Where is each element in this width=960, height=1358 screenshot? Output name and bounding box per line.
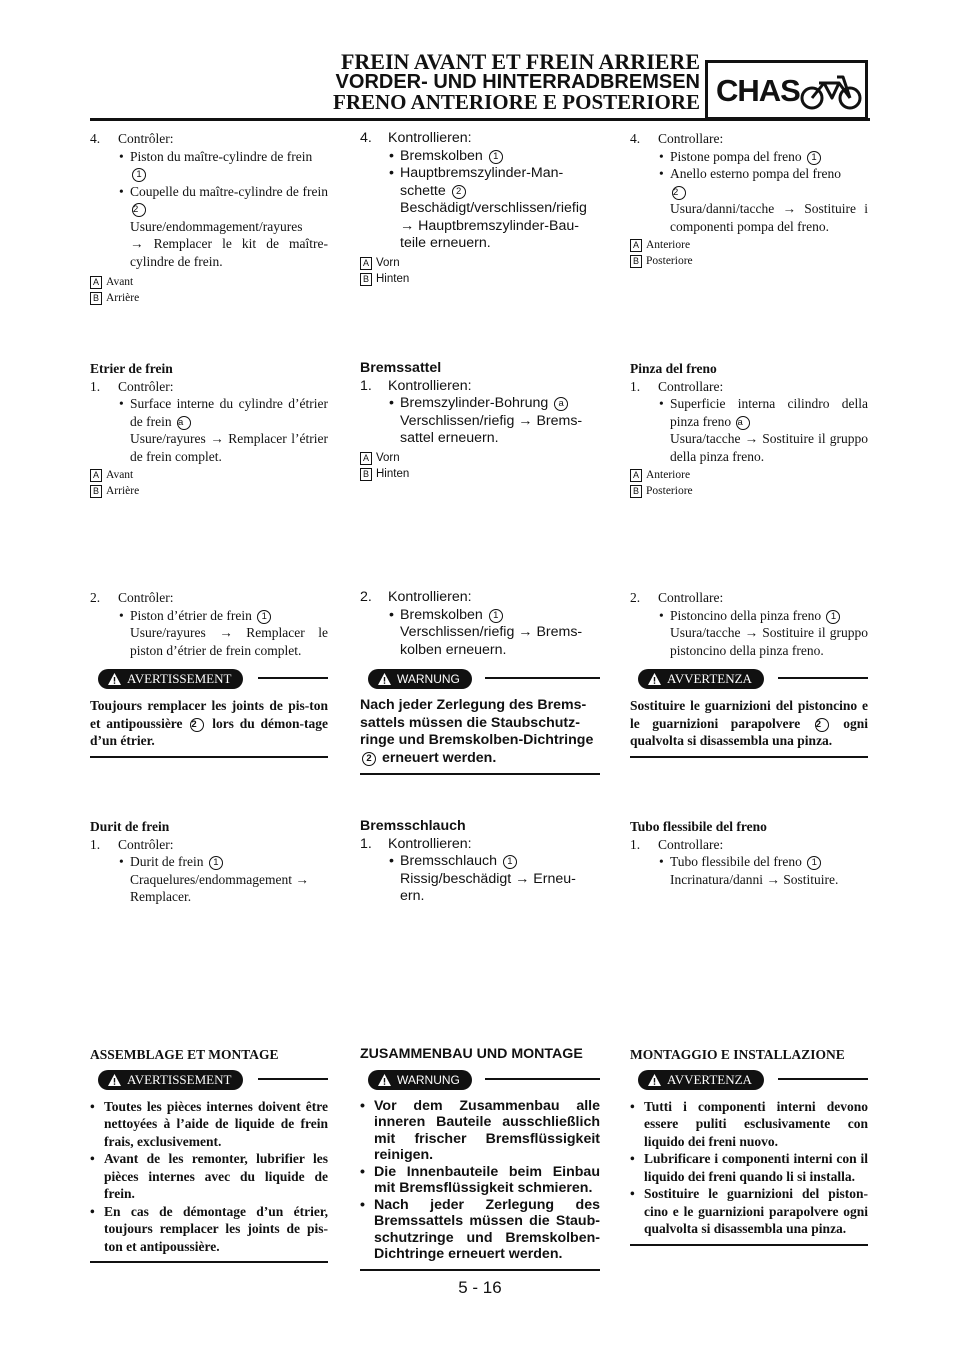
it-s2-heading: Pinza del freno [630,361,717,376]
warning-triangle-icon [378,1074,391,1086]
it-s1-b2-action: Sostituire i componenti pompa del freno. [670,201,868,234]
marks-arrow: → [518,624,533,640]
marks-a: a [177,416,191,430]
marks-a: a [554,397,568,411]
warning-badge [638,669,764,689]
it-s1-b1: Pistone pompa del freno [670,148,802,164]
de-s4-b1-detail: Rissig/beschädigt [400,870,512,887]
it-s3-warn: AVVERTENZA [667,671,752,686]
it-brake-caliper-section [630,360,868,499]
marks-bullet: • [90,1203,95,1219]
marks-arrow: → [210,431,224,446]
de-s4-num: 1. [360,835,372,852]
fr-s3-warn: AVERTISSEMENT [127,671,232,686]
warning-badge [638,1070,764,1090]
de-s1-labelA: Vorn [376,256,400,269]
it-s2-labelB: Posteriore [646,485,693,497]
fr-s3-warn-text-a: Toujours remplacer les joints de pis-ton et antipoussière [90,698,328,731]
fr-s1-num: 4. [90,131,101,146]
marks-arrow: → [766,871,780,887]
it-s1-labelA: Anteriore [646,239,691,251]
marks-bullet: • [389,395,394,411]
marks-two: 2 [362,752,376,766]
it-s5-items-0: Tutti i componenti interni devono essere puliti esclusivamente con liquido dei freni nuovo. [644,1098,868,1149]
marks-arrow: → [219,625,233,640]
marks-one: 1 [132,168,146,182]
de-s3-b1: Bremskolben [400,606,483,623]
marks-bullet: • [360,1097,365,1114]
fr-caliper-piston-check [90,589,328,758]
de-s1-b2: Hauptbremszylinder-Man-schette [400,165,564,199]
marks-bullet: • [119,607,124,623]
marks-bullet: • [659,148,664,164]
it-s5-items-2: Sostituire le guarnizioni del piston-cino e le guarnizioni parapolvere ogni qualvolta si disassembla una pinza. [644,1186,868,1236]
it-s2-b1: Superficie interna cilindro della pinza freno [670,396,868,429]
de-check-master-cylinder [360,130,600,287]
header-title-fr: FREIN AVANT ET FREIN ARRIERE [340,49,700,74]
marks-bullet: • [119,148,124,164]
fr-s5-items-2: En cas de démontage d’un étrier, toujours remplacer les joints de pis-ton et antipoussière. [104,1203,328,1254]
marks-arrow: → [518,412,533,429]
marks-bullet: • [389,853,394,869]
fr-s2-labelA: Avant [106,469,134,481]
it-s4-b1-action: Sostituire. [783,871,839,887]
it-s4-num: 1. [630,836,641,852]
marks-A: A [630,469,642,482]
de-s2-b1-detail: Verschlissen/riefig [400,412,515,429]
it-s3-warn-text-a: Sostituire le guarnizioni del pistoncino e le guarnizioni parapolvere [630,698,868,731]
it-caliper-piston-check [630,589,868,758]
fr-s3-title: Contrôler: [118,590,174,605]
marks-one: 1 [489,609,503,623]
marks-one: 1 [807,856,821,870]
marks-bullet: • [389,147,394,164]
fr-caliper-heading: Etrier de frein [90,361,173,376]
marks-arrow: → [744,625,759,640]
marks-two: 2 [452,185,466,199]
header-title-de: VORDER- UND HINTERRADBREMSEN [335,71,700,93]
fr-s2-b1: Surface interne du cylindre d’étrier de frein [130,396,328,429]
marks-bullet: • [360,1196,365,1213]
de-caliper-piston-check [360,589,600,775]
it-s1-num: 4. [630,131,641,146]
marks-A: A [90,469,102,482]
marks-A: A [630,239,642,252]
fr-brake-hose-section [90,818,328,906]
it-s5-heading: MONTAGGIO E INSTALLAZIONE [630,1047,845,1062]
it-brake-hose-section [630,818,868,888]
marks-bullet: • [389,165,394,181]
it-s1-b2-detail: Usura/danni/tacche [670,201,775,216]
warning-triangle-icon [108,1074,121,1086]
fr-s3-num: 2. [90,590,101,605]
de-s5-warn: WARNUNG [397,1072,460,1087]
marks-bullet: • [659,396,664,411]
it-s2-b1-action: Sostituire il gruppo della pinza freno. [670,431,869,464]
it-s2-b1-detail: Usura/tacche [670,431,741,446]
marks-one: 1 [503,855,517,869]
de-s3-b1-detail: Verschlissen/riefig [400,624,515,640]
warning-triangle-icon [648,673,661,685]
it-s3-b1-detail: Usura/tacche [670,625,741,640]
it-s4-b1-detail: Incrinatura/danni [670,871,763,887]
it-s5-items-1: Lubrificare i componenti interni con il liquido dei freni quando li si installa. [644,1151,868,1184]
fr-s1-title: Contrôler: [118,131,174,146]
warning-badge [98,1070,243,1090]
fr-s4-b1: Durit de frein [130,854,204,869]
warning-triangle-icon [378,673,391,685]
section-badge [705,60,868,120]
it-assembly-section [630,1046,868,1246]
fr-s3-warn-text-b: lors du démon-tage d’un étrier. [90,715,329,748]
fr-s1-labelB: Arrière [106,292,140,304]
marks-arrow: → [782,201,796,216]
it-s4-heading: Tubo flessibile del freno [630,819,767,834]
marks-bullet: • [360,1163,365,1180]
it-s4-title: Controllare: [658,836,724,852]
section-badge-label: CHAS [716,73,800,108]
marks-B: B [90,292,102,305]
header-rule [90,118,870,121]
de-s1-b2-action: Hauptbremszylinder-Bau-teile erneuern. [400,217,579,251]
warning-text [360,697,600,775]
de-s3-title: Kontrollieren: [388,589,472,605]
page-header [330,49,700,114]
de-s3-warn-text-a: Nach jeder Zerlegung des Brems-sattels müssen die Staubschutz-ringe und Bremskolben-Dichtringe [360,697,594,748]
de-s2-labelA: Vorn [376,451,400,464]
it-s5-warn: AVVERTENZA [667,1071,752,1087]
marks-bullet: • [90,1098,95,1114]
fr-s2-title: Contrôler: [118,378,174,394]
fr-s4-b1-detail: Craquelures/endommagement [130,871,292,887]
marks-B: B [630,255,642,268]
marks-bullet: • [659,607,664,623]
marks-bullet: • [659,854,664,869]
fr-s1-b2: Coupelle du maître-cylindre de frein [130,183,328,199]
fr-s3-b1-detail: Usure/rayures [130,625,206,640]
marks-bullet: • [119,396,124,411]
de-s4-b1-action: Erneu-ern. [400,870,576,904]
warning-text [90,697,328,758]
fr-s4-num: 1. [90,836,101,852]
de-s3-warn-text-b: erneuert werden. [381,749,497,766]
it-s3-num: 2. [630,590,641,605]
marks-bullet: • [630,1186,635,1201]
de-s3-b1-action: Brems-kolben erneuern. [400,624,583,658]
marks-two: 2 [672,186,686,200]
fr-assembly-section [90,1046,328,1263]
marks-A: A [360,257,372,270]
de-s3-warn: WARNUNG [397,672,460,686]
it-s3-title: Controllare: [658,590,724,605]
de-s1-labelB: Hinten [376,272,410,285]
warning-header [90,669,328,691]
de-s4-title: Kontrollieren: [388,835,472,852]
fr-s2-num: 1. [90,378,101,394]
it-s1-title: Controllare: [658,131,724,146]
marks-bullet: • [119,183,124,199]
marks-two: 2 [815,718,829,732]
marks-two: 2 [132,203,146,217]
de-s4-heading: Bremsschlauch [360,818,466,834]
warning-badge [98,669,243,689]
marks-arrow: → [744,431,759,446]
fr-s5-items-0: Toutes les pièces internes doivent être nettoyées à l’aide de liquide de frein frais, exclusivement. [104,1098,328,1149]
fr-brake-caliper-section [90,360,328,499]
fr-s4-title: Contrôler: [118,836,174,852]
de-assembly-section [360,1046,600,1271]
fr-s2-labelB: Arrière [106,485,140,497]
de-s5-items-2: Nach jeder Zerlegung des Bremssattels müssen die Staub-schutzringe und Bremskolben-Dichtringe erneuert werden. [374,1196,600,1262]
de-s5-heading: ZUSAMMENBAU UND MONTAGE [360,1046,583,1062]
it-s3-b1: Pistoncino della pinza freno [670,607,822,623]
de-brake-hose-section [360,818,600,906]
warning-triangle-icon [648,1074,661,1086]
it-s2-labelA: Anteriore [646,469,691,481]
fr-s1-labelA: Avant [106,276,134,288]
marks-arrow: → [130,236,144,251]
de-s5-items-0: Vor dem Zusammenbau alle inneren Bauteile ausschließlich mit frischer Bremsflüssigkeit reinigen. [374,1097,600,1163]
marks-one: 1 [209,856,223,870]
de-s2-title: Kontrollieren: [388,377,472,394]
marks-one: 1 [826,610,840,624]
marks-A: A [360,452,372,465]
de-s1-num: 4. [360,130,372,146]
marks-bullet: • [630,1098,635,1114]
fr-s5-items-1: Avant de les remonter, lubrifier les pièces internes avec du liquide de frein. [104,1151,328,1201]
marks-bullet: • [659,166,664,181]
fr-s5-warn: AVERTISSEMENT [127,1071,232,1087]
de-s3-num: 2. [360,589,372,605]
page-number: 5 - 16 [458,1278,502,1297]
it-s1-b2: Anello esterno pompa del freno [670,166,841,181]
marks-arrow: → [515,870,530,887]
it-s1-labelB: Posteriore [646,255,693,267]
fr-s4-b1-action: Remplacer. [130,889,192,904]
it-s3-b1-action: Sostituire il gruppo pistoncino della pinza freno. [670,625,869,658]
warning-text [630,697,868,758]
marks-B: B [630,485,642,498]
marks-B: B [90,485,102,498]
warning-badge [368,1070,472,1090]
marks-B: B [360,468,372,481]
warning-badge [368,669,472,689]
warning-triangle-icon [108,673,121,685]
warning-header [90,1070,328,1092]
fr-s1-b1: Piston du maître-cylindre de frein [130,148,313,164]
marks-one: 1 [489,150,503,164]
fr-s4-heading: Durit de frein [90,819,170,834]
de-s2-heading: Bremssattel [360,360,442,376]
fr-s3-b1: Piston d’étrier de frein [130,607,252,623]
marks-arrow: → [295,871,309,887]
marks-bullet: • [389,606,394,623]
marks-two: 2 [190,718,204,732]
marks-A: A [90,276,102,289]
fr-s3-b1-action: Remplacer le piston d’étrier de frein complet. [130,625,328,658]
de-s2-num: 1. [360,377,372,394]
fr-s1-b2-action: Remplacer le kit de maître-cylindre de frein. [130,236,328,269]
marks-arrow: → [400,217,415,234]
header-title-it: FRENO ANTERIORE E POSTERIORE [333,90,700,114]
de-s1-b2-detail: Beschädigt/verschlissen/riefig [400,200,587,216]
de-brake-caliper-section [360,360,600,482]
de-s2-b1: Bremszylinder-Bohrung [400,395,549,411]
marks-one: 1 [807,151,821,165]
fr-s5-heading: ASSEMBLAGE ET MONTAGE [90,1047,279,1062]
marks-bullet: • [119,854,124,869]
marks-bullet: • [630,1151,635,1166]
fr-s2-b1-detail: Usure/rayures [130,431,206,446]
de-s4-b1: Bremsschlauch [400,853,497,869]
fr-check-master-cylinder [90,130,328,306]
it-check-master-cylinder [630,130,868,269]
de-s1-b1: Bremskolben [400,147,483,164]
fr-s2-b1-action: Remplacer l’étrier de frein complet. [130,431,329,464]
it-s2-title: Controllare: [658,378,724,394]
marks-a: a [736,416,750,430]
de-s1-title: Kontrollieren: [388,130,472,146]
de-s2-labelB: Hinten [376,467,410,480]
marks-B: B [360,273,372,286]
it-s2-num: 1. [630,378,641,394]
it-s4-b1: Tubo flessibile del freno [670,854,802,869]
it-s3-warn-text-b: ogni qualvolta si disassembla una pinza. [630,715,869,748]
marks-one: 1 [257,610,271,624]
fr-s1-b2-detail: Usure/endommagement/rayures [130,218,303,234]
de-s2-b1-action: Brems-sattel erneuern. [400,412,583,446]
marks-bullet: • [90,1151,95,1166]
de-s5-items-1: Die Innenbauteile beim Einbau mit Bremsflüssigkeit schmieren. [374,1163,600,1196]
motorcycle-icon [799,73,863,111]
